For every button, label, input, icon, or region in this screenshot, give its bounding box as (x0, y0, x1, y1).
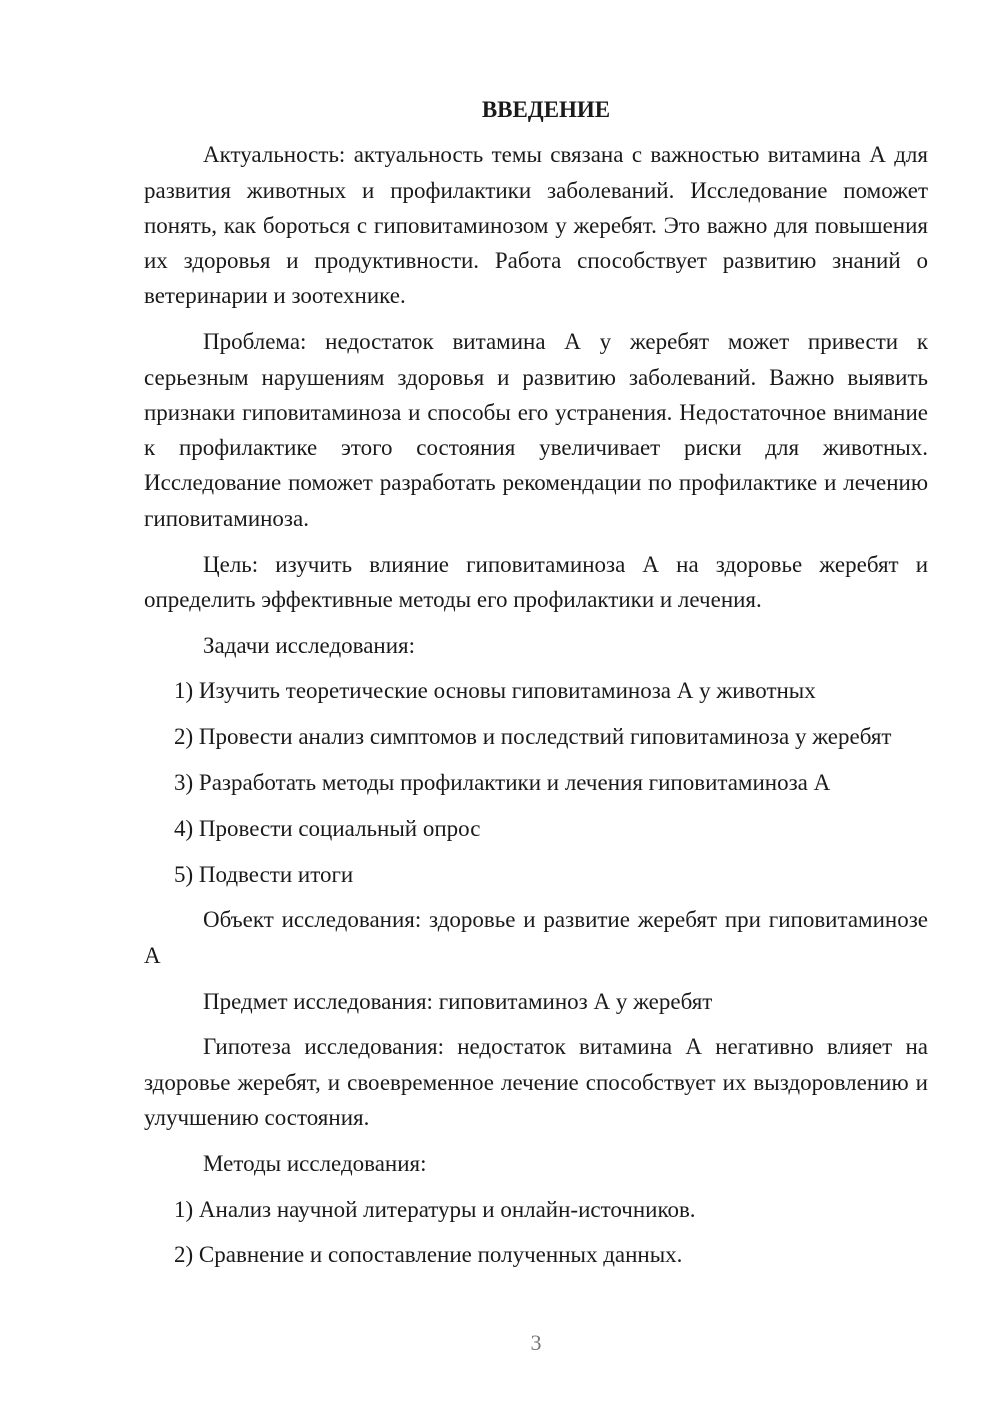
relevance-paragraph: Актуальность: актуальность темы связана с важностью витамина А для развития животных и профилактики заболеваний. Исследование поможет понять, как бороться с гиповитаминозом у жеребят. Это важно для повышения их здоровья и продуктивности. Работа способствует развитию знаний о ветеринарии и зоотехнике. (144, 142, 928, 309)
problem-paragraph: Проблема: недостаток витамина А у жеребят может привести к серьезным нарушениям здоровья и развитию заболеваний. Важно выявить признаки гиповитаминоза и способы его устранения. Недостаточное внимание к профилактике этого состояния увеличивает риски для животных. Исследование поможет разработать рекомендации по профилактике и лечению гиповитаминоза. (144, 329, 928, 531)
method-item-1: 1) Анализ научной литературы и онлайн-источников. (174, 1196, 696, 1222)
task-item-4: 4) Провести социальный опрос (174, 815, 481, 841)
method-item-2: 2) Сравнение и сопоставление полученных данных. (174, 1242, 683, 1268)
task-item-5: 5) Подвести итоги (174, 861, 354, 887)
section-title: ВВЕДЕНИЕ (481, 97, 611, 122)
page-number: 3 (530, 1330, 542, 1355)
goal-paragraph: Цель: изучить влияние гиповитаминоза А на здоровье жеребят и определить эффективные методы его профилактики и лечения. (144, 551, 928, 612)
methods-heading: Методы исследования: (203, 1150, 427, 1176)
tasks-heading: Задачи исследования: (203, 632, 416, 658)
task-item-1: 1) Изучить теоретические основы гиповитаминоза А у животных (174, 678, 816, 704)
task-item-3: 3) Разработать методы профилактики и лечения гиповитаминоза А (174, 770, 831, 796)
document-body (144, 92, 928, 1283)
subject-paragraph: Предмет исследования: гиповитаминоз А у жеребят (203, 988, 713, 1014)
hypothesis-paragraph: Гипотеза исследования: недостаток витамина А негативно влияет на здоровье жеребят, и своевременное лечение способствует их выздоровлению и улучшению состояния. (144, 1034, 928, 1130)
task-item-2: 2) Провести анализ симптомов и последствий гиповитаминоза у жеребят (174, 724, 892, 750)
object-paragraph: Объект исследования: здоровье и развитие жеребят при гиповитаминозе А (144, 907, 928, 968)
